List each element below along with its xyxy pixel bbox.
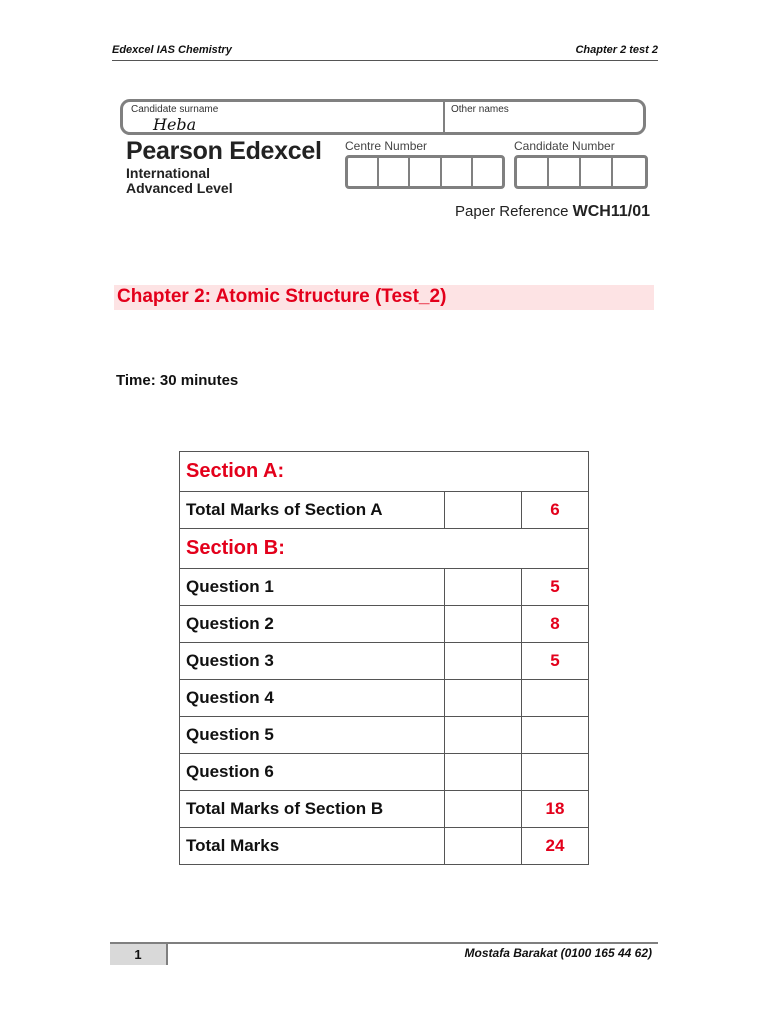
question-blank[interactable] bbox=[445, 754, 522, 791]
question-blank[interactable] bbox=[445, 569, 522, 606]
name-box-divider bbox=[443, 102, 445, 132]
table-row bbox=[180, 643, 589, 680]
table-row bbox=[180, 529, 589, 569]
centre-number-group bbox=[345, 139, 505, 189]
brand-name: Pearson Edexcel bbox=[126, 137, 322, 165]
question-blank[interactable] bbox=[445, 680, 522, 717]
total-b-label: Total Marks of Section B bbox=[180, 791, 445, 828]
section-b-heading: Section B: bbox=[180, 529, 589, 569]
table-row bbox=[180, 791, 589, 828]
question-mark: 8 bbox=[522, 606, 589, 643]
question-blank[interactable] bbox=[445, 606, 522, 643]
brand-line-level: Advanced Level bbox=[126, 180, 233, 196]
header-test-name: Chapter 2 test 2 bbox=[575, 44, 658, 56]
surname-handwritten[interactable]: Heba bbox=[153, 115, 197, 134]
paper-reference-label: Paper Reference bbox=[455, 203, 569, 220]
question-mark: 5 bbox=[522, 643, 589, 680]
centre-number-digit[interactable] bbox=[442, 158, 473, 186]
table-row bbox=[180, 492, 589, 529]
total-b-value: 18 bbox=[522, 791, 589, 828]
question-label: Question 3 bbox=[180, 643, 445, 680]
question-blank[interactable] bbox=[445, 643, 522, 680]
table-row bbox=[180, 606, 589, 643]
candidate-number-group bbox=[514, 139, 648, 189]
section-a-heading: Section A: bbox=[180, 452, 589, 492]
total-marks-value: 24 bbox=[522, 828, 589, 865]
candidate-number-digit[interactable] bbox=[613, 158, 643, 186]
table-row bbox=[180, 569, 589, 606]
candidate-number-digit[interactable] bbox=[549, 158, 581, 186]
chapter-title-band bbox=[114, 285, 654, 310]
running-header bbox=[112, 44, 658, 60]
time-allowed: Time: 30 minutes bbox=[116, 372, 239, 389]
question-blank[interactable] bbox=[445, 717, 522, 754]
candidate-number-digit[interactable] bbox=[581, 158, 613, 186]
total-a-blank[interactable] bbox=[445, 492, 522, 529]
question-mark[interactable] bbox=[522, 680, 589, 717]
table-row bbox=[180, 754, 589, 791]
surname-label: Candidate surname bbox=[131, 104, 219, 115]
centre-number-digit[interactable] bbox=[348, 158, 379, 186]
total-a-label: Total Marks of Section A bbox=[180, 492, 445, 529]
question-label: Question 5 bbox=[180, 717, 445, 754]
marks-table bbox=[179, 451, 589, 865]
footer-author: Mostafa Barakat (0100 165 44 62) bbox=[464, 946, 652, 960]
question-label: Question 1 bbox=[180, 569, 445, 606]
header-divider bbox=[112, 60, 658, 61]
question-mark: 5 bbox=[522, 569, 589, 606]
total-marks-label: Total Marks bbox=[180, 828, 445, 865]
header-course: Edexcel IAS Chemistry bbox=[112, 44, 232, 56]
candidate-number-boxes[interactable] bbox=[514, 155, 648, 189]
centre-number-label: Centre Number bbox=[345, 139, 428, 153]
candidate-name-box bbox=[120, 99, 646, 135]
question-label: Question 4 bbox=[180, 680, 445, 717]
table-row bbox=[180, 680, 589, 717]
page-number: 1 bbox=[110, 944, 168, 965]
centre-number-digit[interactable] bbox=[410, 158, 441, 186]
question-label: Question 6 bbox=[180, 754, 445, 791]
chapter-title: Chapter 2: Atomic Structure (Test_2) bbox=[117, 286, 447, 307]
question-mark[interactable] bbox=[522, 717, 589, 754]
total-marks-blank[interactable] bbox=[445, 828, 522, 865]
paper-reference-code: WCH11/01 bbox=[572, 203, 650, 220]
table-row bbox=[180, 717, 589, 754]
question-mark[interactable] bbox=[522, 754, 589, 791]
total-b-blank[interactable] bbox=[445, 791, 522, 828]
footer-divider bbox=[110, 942, 658, 944]
question-label: Question 2 bbox=[180, 606, 445, 643]
table-row bbox=[180, 828, 589, 865]
candidate-number-label: Candidate Number bbox=[514, 139, 615, 153]
centre-number-digit[interactable] bbox=[473, 158, 502, 186]
table-row bbox=[180, 452, 589, 492]
brand-line-international: International bbox=[126, 165, 211, 181]
centre-number-boxes[interactable] bbox=[345, 155, 505, 189]
paper-reference bbox=[455, 203, 650, 221]
candidate-number-digit[interactable] bbox=[517, 158, 549, 186]
total-a-value: 6 bbox=[522, 492, 589, 529]
centre-number-digit[interactable] bbox=[379, 158, 410, 186]
exam-board-brand bbox=[126, 137, 322, 196]
other-names-label: Other names bbox=[451, 104, 509, 115]
